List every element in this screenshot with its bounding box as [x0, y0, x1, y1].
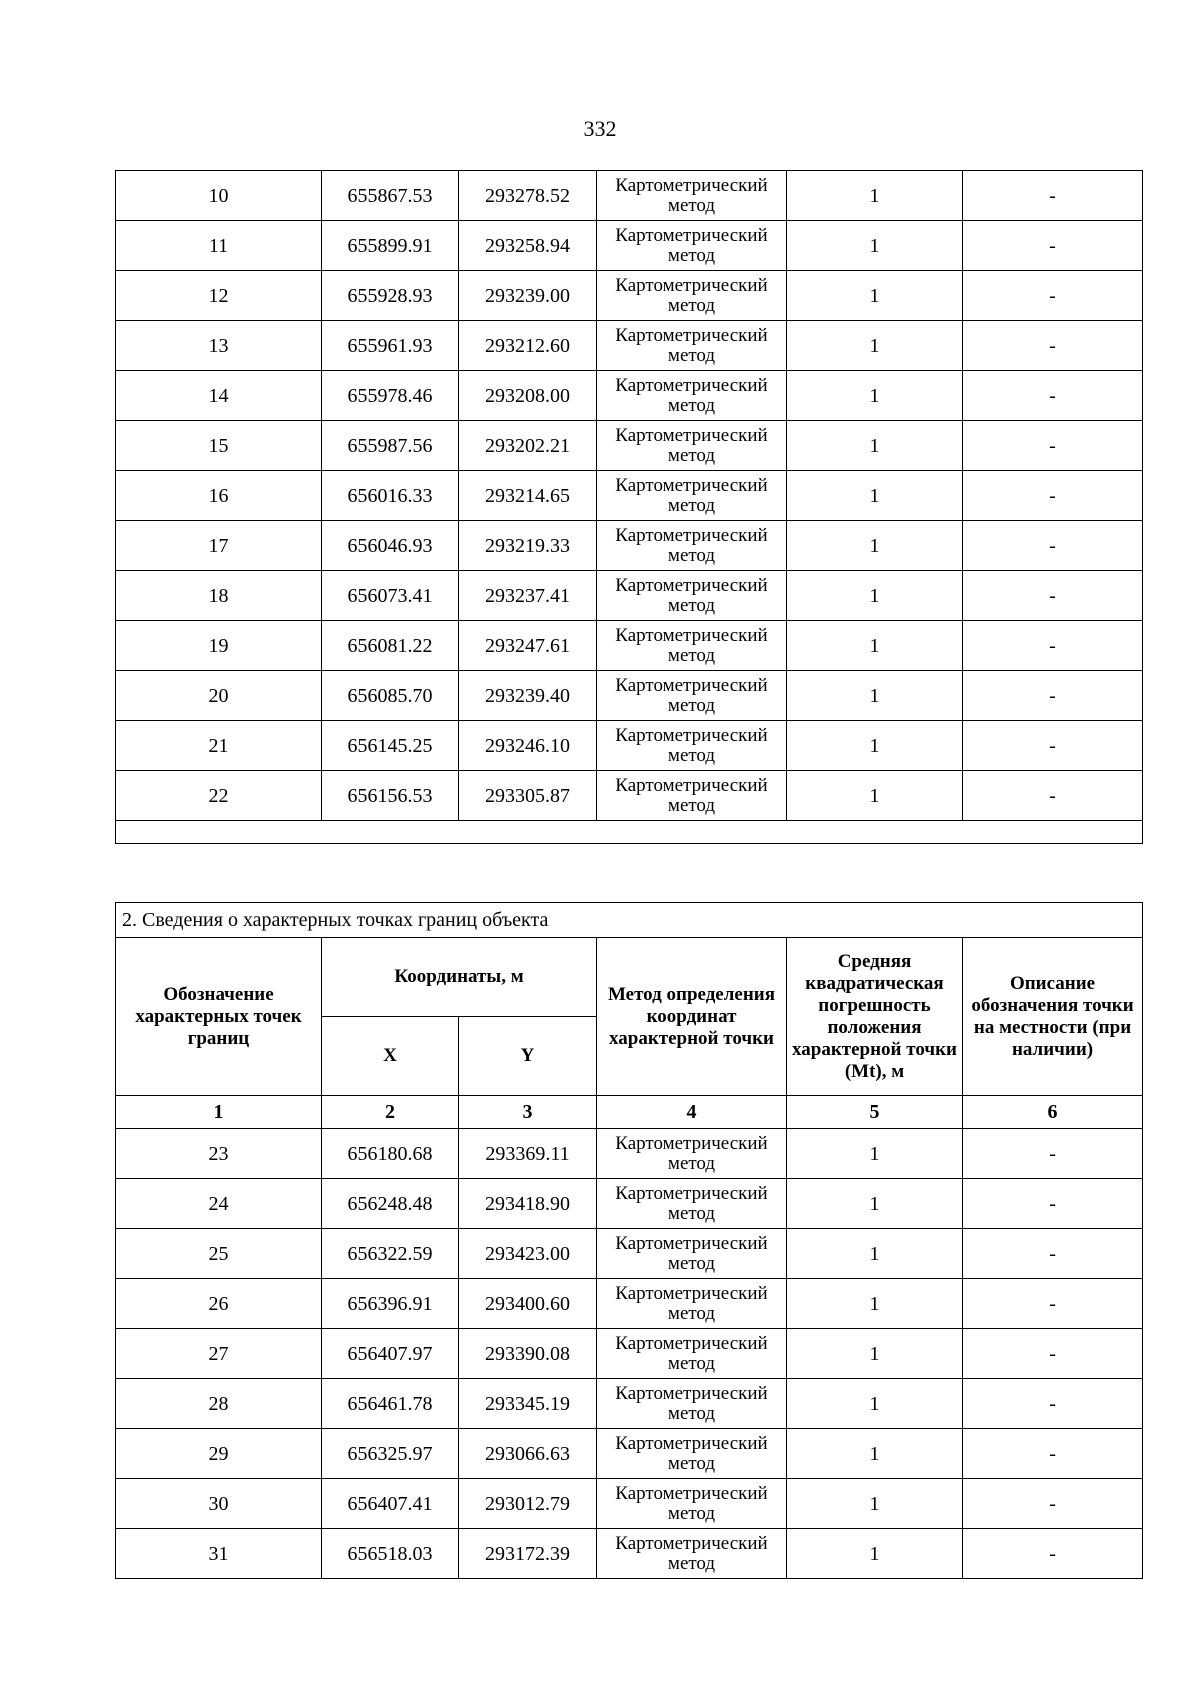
- method: Картометрический метод: [597, 521, 787, 571]
- mt-value: 1: [787, 1229, 963, 1279]
- header-coordinates: Координаты, м: [322, 938, 597, 1017]
- table-row: [116, 421, 1143, 471]
- coord-x: 656180.68: [322, 1129, 459, 1179]
- mt-value: 1: [787, 1279, 963, 1329]
- mt-value: 1: [787, 621, 963, 671]
- point-number: 13: [116, 321, 322, 371]
- description: -: [963, 1379, 1143, 1429]
- table-body: [116, 171, 1143, 844]
- coord-y: 293400.60: [459, 1279, 597, 1329]
- coord-y: 293258.94: [459, 221, 597, 271]
- coordinates-table-continued: [115, 170, 1143, 844]
- page-number: 332: [583, 116, 617, 141]
- point-number: 23: [116, 1129, 322, 1179]
- description: -: [963, 671, 1143, 721]
- table-row: [116, 1479, 1143, 1529]
- coord-y: 293247.61: [459, 621, 597, 671]
- coord-x: 655867.53: [322, 171, 459, 221]
- coord-x: 655961.93: [322, 321, 459, 371]
- header-description: Описание обозначения точки на местности (при наличии): [963, 938, 1143, 1096]
- mt-value: 1: [787, 721, 963, 771]
- mt-value: 1: [787, 1179, 963, 1229]
- coord-x: 656081.22: [322, 621, 459, 671]
- point-number: 29: [116, 1429, 322, 1479]
- mt-value: 1: [787, 271, 963, 321]
- coord-x: 656396.91: [322, 1279, 459, 1329]
- method: Картометрический метод: [597, 1279, 787, 1329]
- method: Картометрический метод: [597, 371, 787, 421]
- coord-x: 656248.48: [322, 1179, 459, 1229]
- table-row: [116, 471, 1143, 521]
- mt-value: 1: [787, 471, 963, 521]
- description: -: [963, 1279, 1143, 1329]
- header-point-designation: Обозначение характерных точек границ: [116, 938, 322, 1096]
- method: Картометрический метод: [597, 171, 787, 221]
- mt-value: 1: [787, 771, 963, 821]
- header-method: Метод определения координат характерной точки: [597, 938, 787, 1096]
- table-row: [116, 371, 1143, 421]
- point-number: 16: [116, 471, 322, 521]
- table-body: [116, 1129, 1143, 1579]
- table-caption: 2. Сведения о характерных точках границ объекта: [116, 903, 1143, 938]
- mt-value: 1: [787, 671, 963, 721]
- coord-y: 293246.10: [459, 721, 597, 771]
- coord-x: 656046.93: [322, 521, 459, 571]
- coord-y: 293390.08: [459, 1329, 597, 1379]
- description: -: [963, 221, 1143, 271]
- point-number: 20: [116, 671, 322, 721]
- mt-value: 1: [787, 421, 963, 471]
- coord-y: 293208.00: [459, 371, 597, 421]
- point-number: 11: [116, 221, 322, 271]
- method: Картометрический метод: [597, 671, 787, 721]
- description: -: [963, 1179, 1143, 1229]
- col-number: 4: [597, 1096, 787, 1129]
- mt-value: 1: [787, 371, 963, 421]
- coord-x: 656016.33: [322, 471, 459, 521]
- coord-x: 656518.03: [322, 1529, 459, 1579]
- coord-y: 293172.39: [459, 1529, 597, 1579]
- coord-x: 656325.97: [322, 1429, 459, 1479]
- point-number: 12: [116, 271, 322, 321]
- method: Картометрический метод: [597, 321, 787, 371]
- table-row: [116, 1279, 1143, 1329]
- method: Картометрический метод: [597, 1379, 787, 1429]
- mt-value: 1: [787, 571, 963, 621]
- mt-value: 1: [787, 1429, 963, 1479]
- table-row: [116, 271, 1143, 321]
- mt-value: 1: [787, 1479, 963, 1529]
- method: Картометрический метод: [597, 1429, 787, 1479]
- method: Картометрический метод: [597, 221, 787, 271]
- description: -: [963, 1479, 1143, 1529]
- table-row: [116, 321, 1143, 371]
- coord-x: 655987.56: [322, 421, 459, 471]
- table-row: [116, 1129, 1143, 1179]
- coord-y: 293239.00: [459, 271, 597, 321]
- point-number: 25: [116, 1229, 322, 1279]
- description: -: [963, 471, 1143, 521]
- table-row: [116, 721, 1143, 771]
- description: -: [963, 1529, 1143, 1579]
- header-mt: Средняя квадратическая погрешность положения характерной точки (Mt), м: [787, 938, 963, 1096]
- col-number: 3: [459, 1096, 597, 1129]
- description: -: [963, 771, 1143, 821]
- method: Картометрический метод: [597, 1529, 787, 1579]
- table-row: [116, 171, 1143, 221]
- description: -: [963, 371, 1143, 421]
- table-row: [116, 1529, 1143, 1579]
- coord-y: 293202.21: [459, 421, 597, 471]
- empty-cell: [116, 821, 1143, 844]
- description: -: [963, 321, 1143, 371]
- description: -: [963, 1429, 1143, 1479]
- coord-y: 293239.40: [459, 671, 597, 721]
- method: Картометрический метод: [597, 421, 787, 471]
- mt-value: 1: [787, 221, 963, 271]
- mt-value: 1: [787, 171, 963, 221]
- coord-x: 656322.59: [322, 1229, 459, 1279]
- coord-x: 656085.70: [322, 671, 459, 721]
- coord-x: 656407.41: [322, 1479, 459, 1529]
- table-row: [116, 571, 1143, 621]
- coord-y: 293219.33: [459, 521, 597, 571]
- coord-x: 655978.46: [322, 371, 459, 421]
- table-row: [116, 771, 1143, 821]
- point-number: 31: [116, 1529, 322, 1579]
- point-number: 10: [116, 171, 322, 221]
- mt-value: 1: [787, 521, 963, 571]
- boundary-points-table: [115, 902, 1143, 1579]
- point-number: 24: [116, 1179, 322, 1229]
- header-x: X: [322, 1017, 459, 1096]
- method: Картометрический метод: [597, 1479, 787, 1529]
- table-row: [116, 221, 1143, 271]
- table-row: [116, 1229, 1143, 1279]
- coord-y: 293305.87: [459, 771, 597, 821]
- table-row: [116, 1179, 1143, 1229]
- description: -: [963, 521, 1143, 571]
- point-number: 28: [116, 1379, 322, 1429]
- description: -: [963, 1129, 1143, 1179]
- point-number: 21: [116, 721, 322, 771]
- mt-value: 1: [787, 321, 963, 371]
- coord-x: 656073.41: [322, 571, 459, 621]
- description: -: [963, 1329, 1143, 1379]
- method: Картометрический метод: [597, 571, 787, 621]
- point-number: 19: [116, 621, 322, 671]
- coord-y: 293066.63: [459, 1429, 597, 1479]
- table-row: [116, 1329, 1143, 1379]
- coord-x: 656156.53: [322, 771, 459, 821]
- description: -: [963, 1229, 1143, 1279]
- description: -: [963, 171, 1143, 221]
- method: Картометрический метод: [597, 621, 787, 671]
- method: Картометрический метод: [597, 1179, 787, 1229]
- col-number: 6: [963, 1096, 1143, 1129]
- method: Картометрический метод: [597, 271, 787, 321]
- mt-value: 1: [787, 1329, 963, 1379]
- coord-y: 293278.52: [459, 171, 597, 221]
- table-row: [116, 1429, 1143, 1479]
- table-row: [116, 521, 1143, 571]
- coord-y: 293012.79: [459, 1479, 597, 1529]
- coord-y: 293345.19: [459, 1379, 597, 1429]
- coord-y: 293214.65: [459, 471, 597, 521]
- method: Картометрический метод: [597, 721, 787, 771]
- method: Картометрический метод: [597, 1229, 787, 1279]
- coord-x: 655899.91: [322, 221, 459, 271]
- coord-x: 656145.25: [322, 721, 459, 771]
- point-number: 26: [116, 1279, 322, 1329]
- point-number: 22: [116, 771, 322, 821]
- description: -: [963, 721, 1143, 771]
- table-row: [116, 621, 1143, 671]
- coord-x: 656407.97: [322, 1329, 459, 1379]
- col-number: 5: [787, 1096, 963, 1129]
- mt-value: 1: [787, 1129, 963, 1179]
- col-number: 1: [116, 1096, 322, 1129]
- point-number: 15: [116, 421, 322, 471]
- description: -: [963, 271, 1143, 321]
- method: Картометрический метод: [597, 471, 787, 521]
- mt-value: 1: [787, 1529, 963, 1579]
- coord-y: 293237.41: [459, 571, 597, 621]
- point-number: 30: [116, 1479, 322, 1529]
- point-number: 17: [116, 521, 322, 571]
- coord-y: 293212.60: [459, 321, 597, 371]
- description: -: [963, 571, 1143, 621]
- description: -: [963, 621, 1143, 671]
- header-y: Y: [459, 1017, 597, 1096]
- coord-x: 655928.93: [322, 271, 459, 321]
- point-number: 14: [116, 371, 322, 421]
- coord-y: 293418.90: [459, 1179, 597, 1229]
- col-number: 2: [322, 1096, 459, 1129]
- description: -: [963, 421, 1143, 471]
- table-row: [116, 1379, 1143, 1429]
- point-number: 27: [116, 1329, 322, 1379]
- method: Картометрический метод: [597, 1129, 787, 1179]
- method: Картометрический метод: [597, 1329, 787, 1379]
- coord-y: 293369.11: [459, 1129, 597, 1179]
- mt-value: 1: [787, 1379, 963, 1429]
- coord-x: 656461.78: [322, 1379, 459, 1429]
- empty-row: [116, 821, 1143, 844]
- point-number: 18: [116, 571, 322, 621]
- coord-y: 293423.00: [459, 1229, 597, 1279]
- method: Картометрический метод: [597, 771, 787, 821]
- table-row: [116, 671, 1143, 721]
